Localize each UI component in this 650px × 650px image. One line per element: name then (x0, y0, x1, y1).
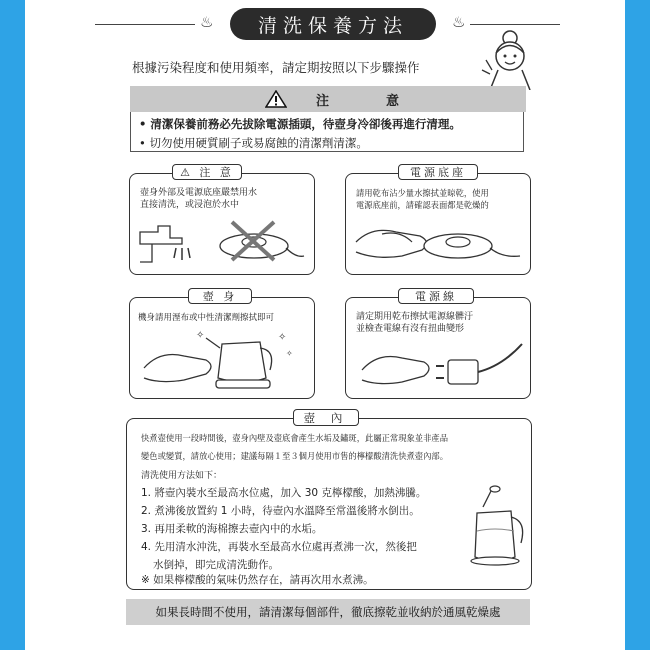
card-body-line-1: 機身請用溼布或中性清潔劑擦拭即可 (138, 313, 275, 323)
inner-step-3: 3. 再用柔軟的海棉擦去壺內中的水垢。 (141, 523, 323, 535)
header-rule-left (95, 24, 195, 25)
kettle-lemon-illustration (465, 485, 529, 567)
card-cord-text (356, 311, 473, 335)
card-base-text (356, 187, 489, 211)
wipe-cord-illustration (352, 336, 524, 394)
footer-banner: 如果長時間不使用，請清潔每個部件，徹底擦乾並收納於通風乾燥處 (126, 599, 530, 625)
right-blue-border (625, 0, 650, 650)
steam-icon: ♨ (452, 13, 466, 31)
notice-line-1: • 清潔保養前務必先拔除電源插頭，待壺身冷卻後再進行清理。 (139, 117, 461, 131)
notice-body (130, 112, 524, 152)
page-title: 清洗保養方法 (230, 8, 436, 40)
mascot-woman-icon (478, 26, 538, 90)
warning-icon (265, 90, 287, 108)
notice-label-1: 注 (316, 94, 330, 109)
inner-desc-1: 快煮壺使用一段時間後，壺身內壁及壺底會產生水垢及鏽斑，此屬正常現象並非產品 (141, 433, 448, 443)
card-cord-title: 電源線 (398, 288, 474, 304)
svg-text:✧: ✧ (278, 332, 287, 343)
card-body-text (138, 312, 274, 324)
notice-line-2: • 切勿使用硬質刷子或易腐蝕的清潔劑清潔。 (139, 136, 368, 150)
card-inner-title: 壺 內 (293, 409, 359, 426)
card-inner (126, 410, 532, 590)
no-water-base-illustration (136, 212, 308, 270)
inner-step-4-cont: 水倒掉，即完成清洗動作。 (153, 559, 279, 571)
card-caution-line-2: 直接清洗，或浸泡於水中 (140, 200, 240, 210)
card-base-line-1: 請用乾布沾少量水擦拭並晾乾，使用 (356, 188, 489, 198)
left-blue-border (0, 0, 25, 650)
card-base (345, 166, 531, 275)
wipe-kettle-illustration (140, 328, 306, 394)
inner-step-4: 4. 先用清水沖洗，再裝水至最高水位處再煮沸一次，然後把 (141, 541, 417, 553)
inner-desc-2: 變色或變質，請放心使用；建議每隔１至３個月使用市售的檸檬酸清洗快煮壺內部。 (141, 451, 448, 461)
svg-text:✧: ✧ (286, 349, 293, 358)
card-cord (345, 290, 531, 399)
svg-text:✧: ✧ (196, 330, 205, 341)
inner-note: ※ 如果檸檬酸的氣味仍然存在，請再次用水煮沸。 (141, 574, 374, 586)
card-caution-title: ⚠ 注 意 (172, 164, 242, 180)
steam-icon: ♨ (200, 13, 214, 31)
notice-header (130, 86, 526, 112)
card-base-line-2: 電源底座前，請確認表面都是乾燥的 (356, 200, 489, 210)
wipe-base-illustration (352, 212, 524, 270)
header-rule-right (470, 24, 560, 25)
notice-label-2: 意 (386, 94, 400, 109)
card-base-title: 電源底座 (398, 164, 478, 180)
card-body (129, 290, 315, 399)
card-caution-line-1: 壺身外部及電源底座嚴禁用水 (140, 188, 258, 198)
inner-step-2: 2. 煮沸後放置約 1 小時，待壺內水溫降至常溫後將水倒出。 (141, 505, 420, 517)
card-caution (129, 166, 315, 275)
card-cord-line-2: 並檢查電線有沒有扭曲變形 (356, 324, 465, 334)
inner-step-1: 1. 將壺內裝水至最高水位處，加入 30 克檸檬酸，加熱沸騰。 (141, 487, 427, 499)
card-cord-line-1: 請定期用乾布擦拭電源線髒汙 (356, 312, 474, 322)
intro-text: 根據污染程度和使用頻率，請定期按照以下步驟操作 (132, 60, 420, 75)
card-body-title: 壺 身 (188, 288, 252, 304)
inner-desc-3: 清洗使用方法如下： (141, 471, 223, 481)
card-caution-text (140, 187, 257, 211)
